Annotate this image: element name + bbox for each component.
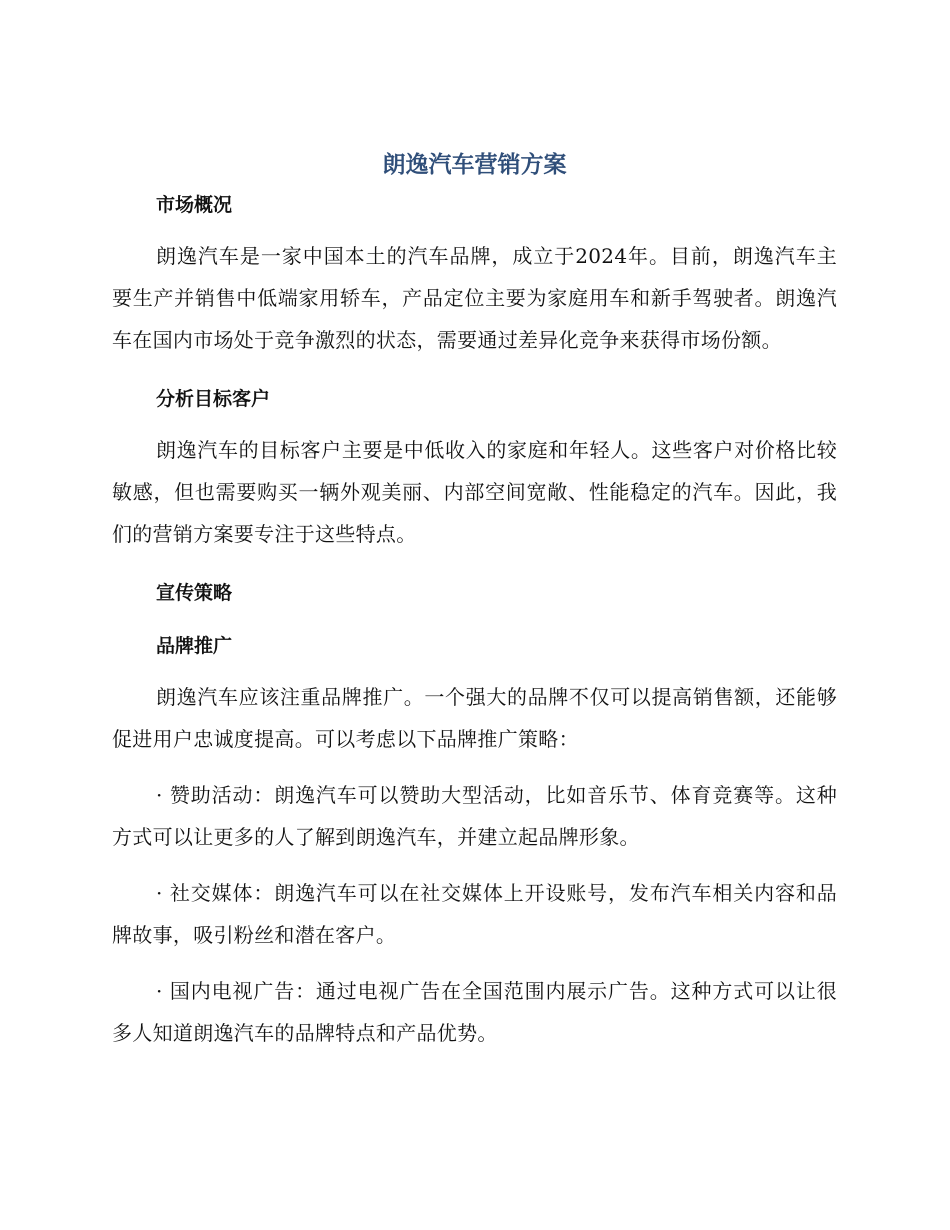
document-body — [112, 143, 837, 1054]
list-item-sponsorship: · 赞助活动：朗逸汽车可以赞助大型活动，比如音乐节、体育竞赛等。这种方式可以让更多的人了解到朗逸汽车，并建立起品牌形象。 — [112, 783, 837, 849]
section-heading-customers: 分析目标客户 — [156, 388, 271, 410]
list-item-tv-ads: · 国内电视广告：通过电视广告在全国范围内展示广告。这种方式可以让很多人知道朗逸汽车的品牌特点和产品优势。 — [112, 979, 837, 1045]
paragraph-market-overview: 朗逸汽车是一家中国本土的汽车品牌，成立于2024年。目前，朗逸汽车主要生产并销售中低端家用轿车，产品定位主要为家庭用车和新手驾驶者。朗逸汽车在国内市场处于竞争激烈的状态，需要通过差异化竞争来获得市场份额。 — [112, 244, 837, 352]
section-heading-market: 市场概况 — [156, 194, 233, 216]
paragraph-target-customers: 朗逸汽车的目标客户主要是中低收入的家庭和年轻人。这些客户对价格比较敏感，但也需要购买一辆外观美丽、内部空间宽敞、性能稳定的汽车。因此，我们的营销方案要专注于这些特点。 — [112, 438, 837, 546]
section-heading-strategy: 宣传策略 — [156, 582, 233, 604]
section-heading-brand: 品牌推广 — [156, 635, 233, 657]
document-title: 朗逸汽车营销方案 — [382, 152, 567, 178]
paragraph-brand-intro: 朗逸汽车应该注重品牌推广。一个强大的品牌不仅可以提高销售额，还能够促进用户忠诚度提高。可以考虑以下品牌推广策略： — [112, 685, 837, 751]
list-item-social-media: · 社交媒体：朗逸汽车可以在社交媒体上开设账号，发布汽车相关内容和品牌故事，吸引粉丝和潜在客户。 — [112, 881, 837, 947]
